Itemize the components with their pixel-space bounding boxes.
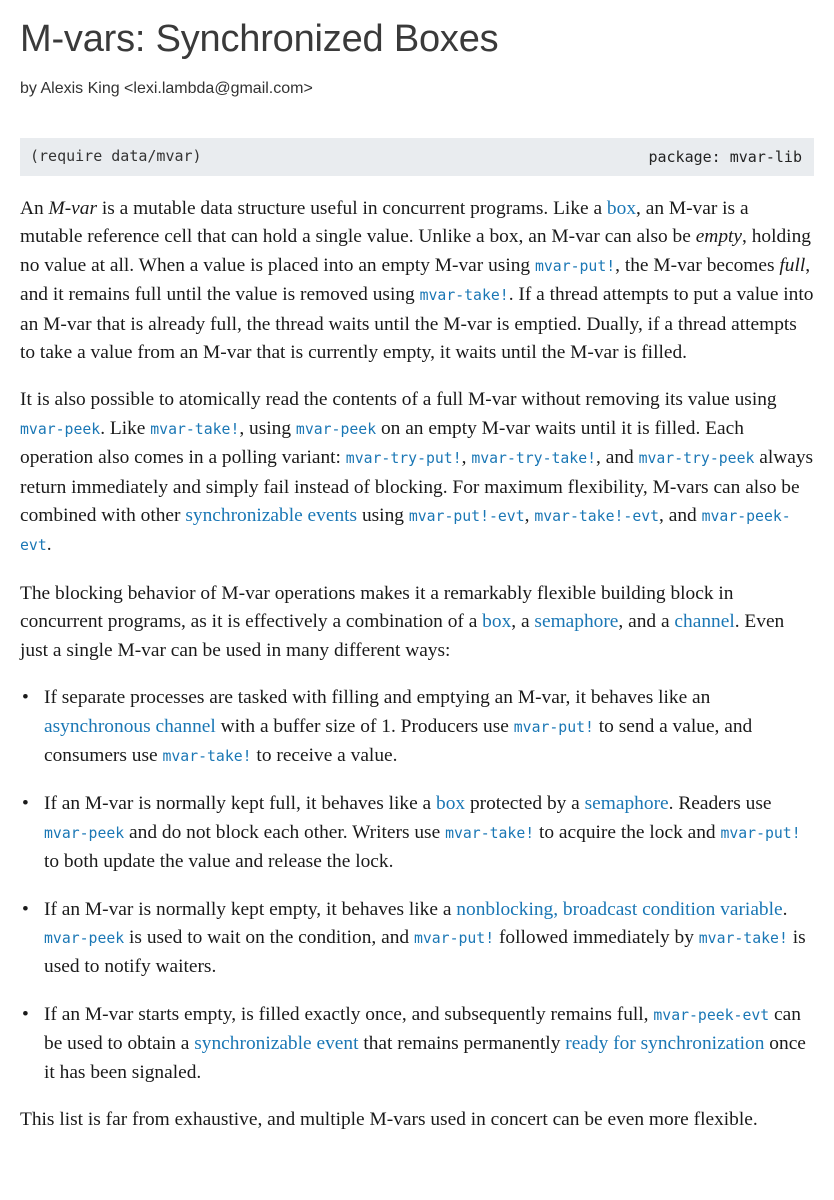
bullet: • (22, 687, 29, 709)
code-mvar-put[interactable]: mvar-put! (534, 257, 616, 275)
paragraph-peek: It is also possible to atomically read the contents of a full M-var without removing its value using mvar-peek. Like mvar-take!, using mvar-peek on an empty M-var waits until it is filled. Each operation also comes in a polling variant: mvar-try-put!, mvar-try-take!, and mvar-try-peek always return immediately and simply fail instead of blocking. For maximum flexibility, M-vars can also be combined with other synchronizable events using mvar-put!-evt, mvar-take!-evt, and mvar-peek-evt. (20, 389, 814, 556)
list-item: • If separate processes are tasked with filling and emptying an M-var, it behaves like an asynchronous channel with a buffer size of 1. Producers use mvar-put! to send a value, and consumers use mvar-take! to receive a value. (44, 684, 814, 771)
code-mvar-peek[interactable]: mvar-peek (295, 420, 377, 438)
term-full: full (779, 254, 806, 276)
link-ready-for-synchronization[interactable]: ready for synchronization (565, 1033, 765, 1055)
link-synchronizable-event[interactable]: synchronizable event (194, 1033, 359, 1055)
main-content (20, 195, 814, 1153)
usage-list (20, 684, 814, 1087)
link-box[interactable]: box (436, 793, 466, 815)
paragraph-blocking: The blocking behavior of M-var operations makes it a remarkably flexible building block in concurrent programs, as it is effectively a combination of a box, a semaphore, and a channel. Even just a single M-var can be used in many different ways: (20, 582, 785, 661)
code-mvar-put[interactable]: mvar-put! (513, 718, 594, 736)
code-mvar-peek[interactable]: mvar-peek (44, 824, 125, 842)
require-box (20, 138, 814, 176)
bullet: • (22, 898, 29, 920)
code-mvar-peek[interactable]: mvar-peek (20, 420, 101, 438)
page-title: M-vars: Synchronized Boxes (20, 18, 499, 60)
require-form: (require data/mvar) (30, 147, 202, 165)
link-semaphore[interactable]: semaphore (534, 611, 619, 633)
code-mvar-put-evt[interactable]: mvar-put!-evt (408, 508, 525, 526)
code-mvar-take-evt[interactable]: mvar-take!-evt (534, 508, 660, 526)
bullet: • (22, 793, 29, 815)
term-m-var: M-var (48, 198, 98, 219)
code-mvar-put[interactable]: mvar-put! (413, 929, 495, 947)
code-mvar-take[interactable]: mvar-take! (162, 747, 252, 765)
code-mvar-put[interactable]: mvar-put! (720, 824, 801, 842)
link-synchronizable-events[interactable]: synchronizable events (185, 505, 358, 527)
code-mvar-take[interactable]: mvar-take! (419, 287, 509, 305)
package-info (648, 148, 802, 166)
code-mvar-peek-evt[interactable]: mvar-peek-evt (20, 508, 791, 555)
paragraph-closing: This list is far from exhaustive, and multiple M-vars used in concert can be even more flexible. (20, 1108, 758, 1130)
code-mvar-peek-evt[interactable]: mvar-peek-evt (653, 1006, 770, 1024)
link-channel[interactable]: channel (674, 611, 735, 633)
paragraph-intro: An M-var is a mutable data structure useful in concurrent programs. Like a box, an M-var is a mutable reference cell that can hold a single value. Unlike a box, an M-var can also be empty, holding no value at all. When a value is placed into an empty M-var using mvar-put!, the M-var becomes full, and it remains full until the value is removed using mvar-take!. If a thread attempts to put a value into an M-var that is already full, the thread waits until the M-var is emptied. Dually, if a thread attempts to take a value from an M-var that is currently empty, it waits until the M-var is filled. (20, 198, 814, 364)
code-mvar-peek[interactable]: mvar-peek (44, 929, 125, 947)
code-mvar-take[interactable]: mvar-take! (698, 929, 788, 947)
bullet: • (22, 1003, 29, 1025)
code-mvar-try-take[interactable]: mvar-try-take! (471, 450, 597, 468)
package-label: package: (648, 148, 721, 166)
code-mvar-take[interactable]: mvar-take! (150, 420, 240, 438)
link-asynchronous-channel[interactable]: asynchronous channel (44, 715, 216, 737)
code-mvar-take[interactable]: mvar-take! (445, 824, 535, 842)
list-item: • If an M-var starts empty, is filled exactly once, and subsequently remains full, mvar-peek-evt can be used to obtain a synchronizable event that remains permanently ready for synchronization once it has been signaled. (44, 1001, 814, 1087)
byline: by Alexis King <lexi.lambda@gmail.com> (20, 80, 313, 97)
code-mvar-try-put[interactable]: mvar-try-put! (345, 450, 462, 468)
link-semaphore[interactable]: semaphore (584, 793, 669, 815)
code-mvar-try-peek[interactable]: mvar-try-peek (638, 450, 755, 468)
term-empty: empty (695, 226, 743, 248)
link-condition-variable[interactable]: nonblocking, broadcast condition variable (456, 898, 783, 920)
list-item: • If an M-var is normally kept full, it behaves like a box protected by a semaphore. Readers use mvar-peek and do not block each other. Writers use mvar-take! to acquire the lock and mvar-put! to both update the value and release the lock. (44, 790, 814, 876)
link-box[interactable]: box (482, 611, 512, 633)
link-box[interactable]: box (606, 198, 637, 219)
list-item: • If an M-var is normally kept empty, it behaves like a nonblocking, broadcast condition variable. mvar-peek is used to wait on the condition, and mvar-put! followed immediately by mvar-take! is used to notify waiters. (44, 896, 814, 982)
package-name: mvar-lib (729, 148, 802, 166)
